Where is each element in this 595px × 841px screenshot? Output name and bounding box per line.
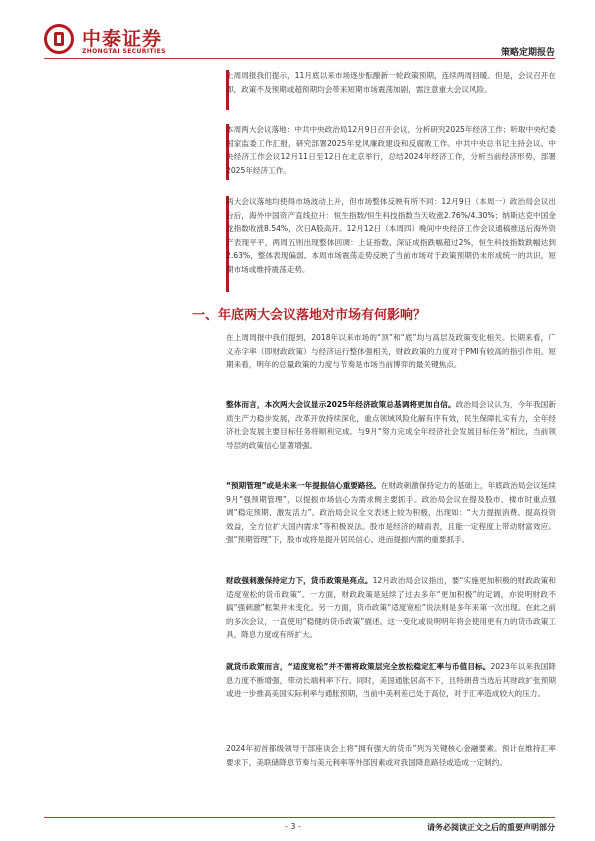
body-paragraph-2-lead: 整体而言，本次两大会议显示2025年经济政策总基调将更加自信。: [226, 400, 456, 409]
summary-paragraph-1: 上周周报我们提示，11月底以来市场逐步酝酿新一轮政策预期，连续两周回暖。但是，会议召开在即，政策不及预期或超预期均会带来短期市场震荡加剧，需注意重大会议风险。: [226, 71, 556, 94]
body-paragraph-2: [226, 398, 556, 452]
company-logo: [44, 24, 184, 60]
body-paragraph-6-text: 2024年初首都级领导干部座谈会上将“拥有强大的货币”列为关键核心金融要素。预计在维持汇率要求下，美联储降息节奏与美元利率等外部因素或对我国降息路径或造成一定制约。: [226, 744, 556, 767]
body-paragraph-3: [226, 479, 556, 547]
body-paragraph-5-text: 2023年以来我国降息力度不断增强，带动长端利率下行。同时，美国通胀居高不下，且特朗普当选后其财政扩张预期或进一步推高美国实际利率与通胀预期，当前中美利差已处于高位，对于汇率造成较大的压力。: [226, 662, 557, 699]
body-paragraph-4: [226, 574, 556, 642]
body-paragraph-5-lead: 就货币政策而言，“适度宽松”并不需将政策层完全放松稳定汇率与币值目标。: [226, 662, 491, 671]
summary-paragraph-2: 本周两大会议落地：中共中央政治局12月9日召开会议，分析研究2025年经济工作；听取中央纪委国家监委工作汇报，研究部署2025年党风廉政建设和反腐败工作。中共中央总书记主持会议。中央经济工作会议12月11日至12日在北京举行，总结2024年经济工作，分析当前经济形势，部署2025年经济工作。: [226, 125, 556, 175]
body-paragraph-6: [226, 742, 556, 769]
page-number: - 3 -: [285, 822, 301, 831]
body-paragraph-5: [226, 660, 556, 701]
footer-divider: [44, 817, 555, 818]
footer-disclaimer: 请务必阅读正文之后的重要声明部分: [427, 823, 555, 832]
body-paragraph-1: [226, 331, 556, 372]
logo-emblem-icon: [44, 24, 74, 54]
body-paragraph-3-text: 在财政刺激保持定力的基础上，年底政治局会议延续9月“强预期管理”，以提振市场信心为需求侧主要抓手。政治局会议在提及股市、楼市时重点强调“稳定预期、激发活力”。政治局会议全文表述上较为积极，出现如：“大力提振消费、提高投资效益，全方位扩大国内需求”等积极说法。股市是经济的晴雨表，且能一定程度上带动财富效应。强“预期管理”下，股市或将是提升居民信心、进而提振内需的重要抓手。: [226, 481, 557, 545]
body-paragraph-3-lead: “预期管理”或是未来一年提振信心重要路径。: [226, 481, 381, 490]
body-paragraph-2-text: 政治局会议认为，今年我国新质生产力稳步发展，改革开放持续深化，重点领域风险化解有序有效，民生保障扎实有力，全年经济社会发展主要目标任务将顺利完成。与9月“努力完成全年经济社会发展目标任务”相比，当前领导层的政策信心显著增强。: [226, 400, 557, 450]
summary-paragraph-3: 两大会议落地均使得市场波动上升，但市场整体反映有所不同：12月9日（本周一）政治局会议出台后，海外中国资产直线拉升：恒生指数/恒生科技指数当天收涨2.76%/4.30%；纳斯达克中国金龙指数收涨8.54%，次日A股高开。12月12日（本周四）晚间中央经济工作会议通稿推送后海外资产表现平平，两周五则出现整体回调：上证指数、深证成指跌幅超过2%，恒生科技指数跌幅达到2.63%，整体表现偏弱。本周市场震荡走势反映了当前市场对于政策预期仍未形成统一的共识，短期市场或维持震荡走势。: [226, 197, 556, 274]
body-paragraph-1-text: 在上周周报中我们提到，2018年以来市场的“顶”和“底”均与高层及政策变化相关。长期来看，广义赤字率（即财政政策）与经济运行整体强相关，财政政策的力度对于PMI有较高的指引作用。短期来看，明年的总量政策的力度与节奏是市场当前博弈的最关键焦点。: [226, 333, 556, 370]
logo-text-en: ZHONGTAI SECURITIES: [82, 48, 166, 55]
body-paragraph-4-lead: 财政强刺激保持定力下，货币政策是亮点。: [226, 576, 373, 585]
header-divider: [44, 58, 555, 59]
logo-text-cn: 中泰证券: [82, 28, 163, 50]
report-type-label: 策略定期报告: [500, 48, 555, 58]
section-title: 一、年底两大会议落地对市场有何影响？: [192, 308, 427, 323]
body-paragraph-4-text: 12月政治局会议指出，要“实施更加积极的财政政策和适度宽松的货币政策”。一方面，财政政策是延续了过去多年“更加积极”的定调，亦说明财政不搞“强刺激”框架并未变化。另一方面，货币政策“适度宽松”说法则是多年来第一次出现。在此之前的多次会议，一直使用“稳健的货币政策”描述。这一变化或说明明年将会使用更有力的货币政策工具，降息力度或有所扩大。: [226, 576, 556, 640]
